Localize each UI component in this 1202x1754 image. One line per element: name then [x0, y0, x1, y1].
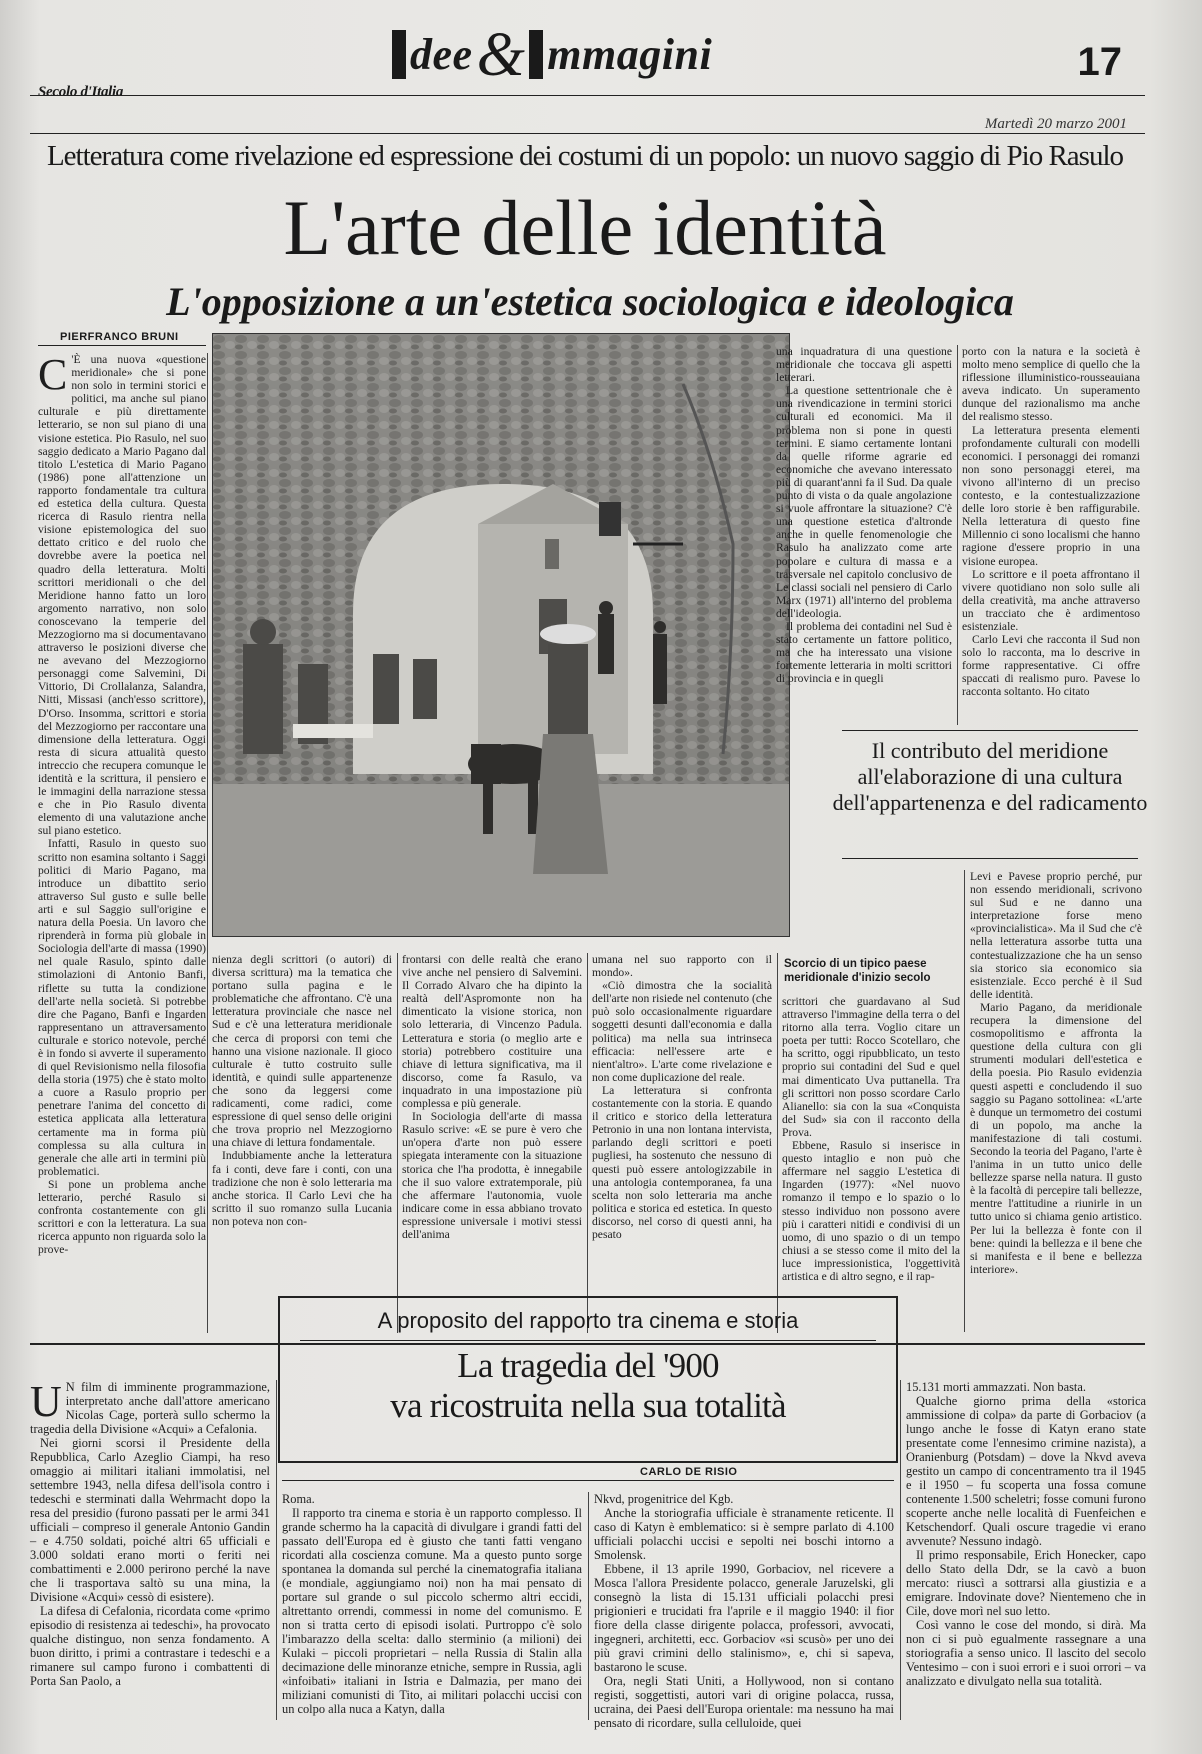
paragraph: Levi e Pavese proprio perché, pur non essendo meridionali, scrivono sul Sud e ne danno una interpretazione forse meno «provincialistica». Ma il Sud che c'è nella letteratura assorbe tutta una contestualizzazione che ha un senso sia storico sia economico sia esistenziale. Ecco perché è il Sud delle identità. [970, 870, 1142, 1001]
article-column-3b [592, 953, 772, 1333]
photo-caption: Scorcio di un tipico paese meridionale d'inizio secolo [784, 958, 931, 984]
section-title [392, 14, 713, 89]
article-column-4b [782, 995, 960, 1333]
page-number: 17 [1077, 40, 1122, 84]
article2-column-4 [906, 1380, 1146, 1720]
header-rule [30, 95, 1145, 96]
issue-date: Martedì 20 marzo 2001 [984, 116, 1127, 132]
column-divider [957, 345, 958, 725]
paragraph: C 'È una nuova «questione meridionale» che si pone non solo in termini storici e politici, ma anche sul piano culturale e più direttamente letterario, se non sul piano di una visione estetica. Pio Rasulo, nel suo saggio dedicato a Mario Pagano dal titolo L'estetica di Mario Pagano (1986) pone all'attenzione un rapporto fondamentale tra cultura ed estetica della cultura. Questa ricerca di Rasulo rientra nella visione epistemologica del suo dettato critico e del ruolo che dovrebbe avere la poetica nel quadro della letteratura. Molti scrittori meridionali o che del Meridione hanno fatto un loro argomento narrativo, non solo conoscevano la temperie del Mezzogiorno ma si documentavano attraverso le posizioni diverse che ne avevano del Mezzogiorno personaggi come Salvemini, Di Vittorio, Di Crollalanza, Salandra, Nitti, Missasi (anch'esso scrittore), D'Orso. Insomma, scrittori e storia del Mezzogiorno per raccontare una dimensione della letteratura. Oggi resta di sicura attualità questo intreccio che recupera comunque le identità e la scrittura, il pensiero e le immagini della narrazione stessa e che in Pio Rasulo diventa elemento di una valutazione anche sul piano estetico. [38, 350, 206, 838]
article-column-4 [776, 345, 952, 725]
paragraph: Si pone un problema anche letterario, perché Rasulo si confronta costantemente con gli scrittori e con la letteratura. La sua ricerca appunto non riguarda solo la prove- [38, 1177, 206, 1257]
paragraph: «Ciò dimostra che la socialità dell'arte non risiede nel contenuto (che può solo occasionalmente riguardare soggetti desunti dall'economia e dalla politica) ma nella sua intrinseca efficacia: nell'essere arte e nient'altro». L'arte come rivelazione e non come duplicazione del reale. [592, 979, 772, 1084]
paragraph: Ebbene, il 13 aprile 1990, Gorbaciov, nel ricevere a Mosca l'allora Presidente polacco, generale Jaruzelski, gli consegnò la lista di 15.131 ufficiali polacchi presi prigionieri e trucidati fra l'aprile e il maggio 1940: il fior fiore della classe dirigente polacca, professori, avvocati, ingegneri, architetti, ecc. Gorbaciov «si scusò» per uno dei più gravi crimini dello stalinismo», e, chi si sapeva, bastarono le scuse. [594, 1562, 894, 1674]
pullquote-rule-bottom [842, 858, 1138, 859]
date-rule [30, 133, 1145, 134]
article-column-5 [962, 345, 1140, 725]
article-column-3 [402, 953, 582, 1333]
headline-line: va ricostruita nella sua totalità [390, 1386, 786, 1425]
article2-column-2 [282, 1492, 582, 1720]
section-word-2: mmagini [547, 30, 713, 79]
paragraph: Nkvd, progenitrice del Kgb. [594, 1492, 734, 1506]
paragraph: porto con la natura e la società è molto meno semplice di quello che la riflessione illuministico-rousseauiana aveva indicato. Un superamento dunque del razionalismo ma anche del realismo stesso. [962, 345, 1140, 424]
paragraph: La difesa di Cefalonia, ricordata come «primo episodio di resistenza ai tedeschi», ha provocato qualche distinguo, non senza fondamento. A buon diritto, i primi a contrastare i tedeschi e a rimanere sul campo furono i combattenti di Porta San Paolo, a [30, 1604, 270, 1688]
paragraph: Ora, negli Stati Uniti, a Hollywood, non si contano registi, soggettisti, autori vari di origine polacca, russa, ucraina, dei Paesi dell'Europa orientale: ma nessuno ha mai pensato di ricordare, sulla celluloide, quei [594, 1674, 894, 1730]
column-divider [900, 1380, 901, 1720]
paragraph: La questione settentrionale che è una rivendicazione in termini storici culturali ed economici. Ma il problema non si pone in questi termini. E siamo certamente lontani da quelle riforme agrarie ed economiche che avevano interessato più di quarant'anni fa il Sud. Da quale punto di vista o da quale angolazione si vuole affrontare la situazione? C'è una questione estetica d'altronde anche in quelle fenomenologie che Rasulo ha analizzato come arte popolare e cultura di massa e a trasversale nel capitolo conclusivo de Le classi sociali nel pensiero di Carlo Marx (1971) all'interno del problema dell'ideologia. [776, 384, 952, 620]
article-column-2 [212, 953, 392, 1333]
paragraph: Indubbiamente anche la letteratura fa i conti, deve fare i conti, con una tradizione che non è solo letteraria ma anche storica. Il Carlo Levi che ha scritto il suo romanzo sulla Lucania non poteva non con- [212, 1149, 392, 1228]
paragraph: La letteratura si confronta costantemente con la storia. E quando il critico e storico della letteratura Petronio in una non lontana intervista, parlando degli scrittori e poeti pugliesi, ha sostenuto che nessuno di questi può essere antologizzabile in una antologia contemporanea, fa una scelta non solo letteraria ma anche politica e storica ed estetica. In questo discorso, nel corso di questi anni, ha pesato [592, 1083, 772, 1241]
article-byline: PIERFRANCO BRUNI [60, 331, 179, 343]
village-photo-illustration [213, 334, 789, 936]
section-bar-i [392, 30, 408, 79]
column-divider [777, 953, 778, 1333]
paragraph: Lo scrittore e il poeta affrontano il vivere quotidiano non solo sulle ali della creatività, ma anche attraverso un tracciato che è ardimentoso esistenziale. [962, 567, 1140, 633]
paragraph: Anche la storiografia ufficiale è stranamente reticente. Il caso di Katyn è emblematico: si è sempre parlato di 4.100 ufficiali polacchi uccisi e sepolti nei boschi intorno a Smolensk. [594, 1506, 894, 1562]
section-bar-i2 [529, 30, 545, 79]
article-column-5b [970, 870, 1142, 1332]
paragraph: nienza degli scrittori (o autori) di diversa scrittura) ma la tematica che portano sulla pagina e le problematiche che affrontano. C'è una letteratura provinciale che nasce nel Sud e c'è una letteratura meridionale che cerca di proporsi con temi che hanno una visione nazionale. Il gioco culturale è tutto costruito sulle identità, e quindi sulle appartenenze che sono da leggersi come radicamenti, come radici, come espressione di quel senso delle origini che trova proprio nel Mezzogiorno una chiave di lettura fondamentale. [212, 953, 392, 1150]
newspaper-name: Secolo d'Italia [38, 84, 124, 100]
headline-line: La tragedia del '900 [457, 1346, 719, 1385]
article-column-1 [38, 350, 206, 1333]
column-divider [276, 1380, 277, 1720]
article-headline: L'arte delle identità [283, 184, 887, 271]
article-kicker: Letteratura come rivelazione ed espressione dei costumi di un popolo: un nuovo saggio di Pio Rasulo [46, 140, 1124, 172]
paragraph: scrittori che guardavano al Sud attraverso l'immagine della terra o del ritorno alla terra. Voglio citare un poeta per tutti: Rocco Scotellaro, che ha scritto, oggi ripubblicato, un testo proprio sui contadini del Sud e quel mai dimenticato Uva puttanella. Tra gli scrittori non posso scordare Carlo Alianello: sia con la sua «Conquista del Sud» sia con il racconto della Prova. [782, 995, 960, 1139]
article2-byline: CARLO DE RISIO [640, 1466, 738, 1478]
article2-column-1 [30, 1377, 270, 1720]
drop-cap: U [30, 1377, 62, 1426]
column-divider [207, 353, 208, 1333]
paragraph: In Sociologia dell'arte di massa Rasulo scrive: «E se pure è vero che un'opera d'arte non può essere spiegata interamente con la situazione storica che l'ha prodotta, è innegabile che il suo valore extratemporale, più che affermare l'autonomia, vuole indicare come in essa abbiano trovato espressione universale i motivi stessi dell'anima [402, 1110, 582, 1241]
article-subheadline: L'opposizione a un'estetica sociologica e ideologica [166, 279, 1014, 324]
paragraph: Così vanno le cose del mondo, si dirà. Ma non ci si può egualmente rassegnare a una storiografia a senso unico. Il lascito del secolo Ventesimo – con i suoi errori e i suoi orrori – va analizzato e divulgato nella sua totalità. [906, 1618, 1146, 1688]
paragraph: Il rapporto tra cinema e storia è un rapporto complesso. Il grande schermo ha la capacità di divulgare i grandi fatti del passato dell'Europa ed è giusto che tanti fatti vengano ricordati alla coscienza comune. Ma a questo punto sorge spontanea la domanda sul perché la cinematografia italiana (e mondiale, aggiungiamo noi) non ha mai pensato di portare sul grande o sul piccolo schermo altri eccidi, altrettanto orrendi, commessi in nome del comunismo. E non si tratta certo di episodi isolati. Purtroppo c'è solo l'imbarazzo della scelta: dallo sterminio (a milioni) dei Kulaki – piccoli proprietari – nella Russia di Stalin alla decimazione delle minoranze etniche, sempre in Russia, agli «infoibati» italiani in Istria e Dalmazia, per mano dei miliziani comunisti di Tito, ai militari polacchi uccisi con un colpo alla nuca a Katyn, dalla [282, 1506, 582, 1716]
byline2-rule [282, 1480, 894, 1481]
article2-kicker: A proposito del rapporto tra cinema e storia [377, 1308, 799, 1333]
column-divider [588, 1492, 589, 1720]
column-divider [397, 953, 398, 1333]
box-inner-rule [300, 1340, 876, 1341]
paragraph: Carlo Levi che racconta il Sud non solo lo racconta, ma lo descrive in forme rappresentative. Ci offre spaccati di realismo puro. Pavese lo racconta soltanto. Ho citato [962, 633, 1140, 699]
pullquote-rule-top [842, 730, 1138, 731]
paragraph: Nei giorni scorsi il Presidente della Repubblica, Carlo Azeglio Ciampi, ha reso omaggio ai militari italiani immolatisi, nel settembre 1943, nella difesa dell'isola contro i tedeschi e sterminati dalla Wehrmacht dopo la resa del presidio (furono passati per le armi 341 ufficiali – compreso il generale Antonio Gandin – e 4.750 soldati, poiché altri 65 ufficiali e 3.000 soldati erano morti o feriti nei combattimenti e 2.000 perirono perché la nave che li trasportava saltò su una mina, la Divisione «Acqui» cessò di esistere). [30, 1436, 270, 1604]
drop-cap: C [38, 350, 68, 399]
paragraph: La letteratura presenta elementi profondamente culturali con modelli economici. I personaggi dei romanzi non sono personaggi eterei, ma vivono all'interno di un preciso contesto, e la contestualizzazione delle loro storie è ben raffigurabile. Nella letteratura di questo fine Millennio ci sono localismi che hanno ragione d'essere proprio in una visione europea. [962, 423, 1140, 568]
section-word-1: dee [410, 30, 473, 79]
paragraph: Mario Pagano, da meridionale recupera la dimensione del cosmopolitismo e affronta la questione della cultura con gli strumenti modulari dell'estetica e della poesia. Pio Rasulo evidenzia questi aspetti e concludendo il suo saggio su Pagano sottolinea: «L'arte è dunque un termometro dei costumi di un popolo, ma anche la manifestazione di tali costumi. Secondo la teoria del Pagano, l'arte è l'anima in un tutto unico delle bellezze sparse nella natura. Il gusto è la facoltà di percepire tali bellezze, mentre l'attitudine a riunirle in un tutto unico si chiama genio artistico. Per lui la bellezza è fonte con il bene: quindi la bellezza e il bene che si manifesta e il bene e bellezza interiore». [970, 1000, 1142, 1276]
paragraph: Infatti, Rasulo in questo suo scritto non esamina soltanto i Saggi politici di Mario Pagano, ma introduce un dibattito serio attraverso Sul gusto e sulle belle arti e sul Saggio sull'origine e natura della Poesia. Un lavoro che riprenderà in forma più globale in Sociologia dell'arte di massa (1990) nel quale Rasulo, spinto dalle stimolazioni di Antonio Banfi, riflette su tutta la condizione dell'arte nella società. Si potrebbe dire che Pagano, Banfi e Ingarden rappresentano un attraversamento culturale e storico notevole, perché è in fondo si avverte il superamento di quel Revisionismo nella filosofia della storia (1975) che è stato molto a cuore a Rasulo proprio per penetrare l'anima del concetto di estetica applicata alla letteratura certamente ma in forma più complessa su alla cultura in generale che alle arti in termini più problematici. [38, 837, 206, 1178]
article-photo [212, 333, 790, 937]
column-divider [964, 870, 965, 1332]
paragraph: U N film di imminente programmazione, interpretato anche dall'attore americano Nicolas Cage, porterà sullo schermo la tragedia della Divisione «Acqui» a Cefalonia. [30, 1377, 270, 1436]
paragraph: Roma. [282, 1492, 315, 1506]
column-divider [587, 953, 588, 1333]
paragraph: Qualche giorno prima della «storica ammissione di colpa» da parte di Gorbaciov (a lungo anche le fosse di Katyn erano state presentate come l'ennesimo crimine nazista), a Oranienburg (Potsdam) – dove la Nkvd aveva gestito un campo di concentramento tra il 1945 e il 1950 – fu scoperta una fossa comune contenente 1.500 scheletri; fosse comuni furono scoperte anche nelle località di Fuenfeichen e Ketschendorf. Quali oscure tragedie vi erano avvenute? Nessuno indagò. [906, 1394, 1146, 1548]
article2-headline [280, 1346, 896, 1426]
paragraph: una inquadratura di una questione meridionale che toccava gli aspetti letterari. [776, 345, 952, 385]
pull-quote: Il contributo del meridione all'elaborazione di una cultura dell'appartenenza e del radicamento [832, 738, 1148, 815]
article2-column-3 [594, 1492, 894, 1730]
paragraph: umana nel suo rapporto con il mondo». [592, 953, 772, 980]
paragraph: Il primo responsabile, Erich Honecker, capo dello Stato della Ddr, se la cavò a buon mercato: riuscì a sottrarsi alla giustizia e a emigrare. Indovinate dove? Nientemeno che in Cile, dove morì nel suo letto. [906, 1548, 1146, 1618]
paragraph: Ebbene, Rasulo si inserisce in questo intaglio e non può che affermare nel saggio L'estetica di Ingarden (1977): «Nel nuovo romanzo il tempo e lo spazio o lo stesso individuo non possono avere più i caratteri nitidi e condivisi di un uomo, di uno spazio o di un tempo chiusi a se stesso come il mito del la luce impressionistica, l'oggettività artistica e di altro segno, e il rap- [782, 1139, 960, 1283]
section-ampersand: & [476, 21, 526, 89]
byline-rule [38, 345, 206, 346]
paragraph: frontarsi con delle realtà che erano vive anche nel pensiero di Salvemini. Il Corrado Alvaro che ha dipinto la realtà dell'Aspromonte non ha dimenticato la visione storica, non solo letteraria, di Vincenzo Padula. Letteratura e storia (o meglio arte e storia) potrebbero costituire una chiave di lettura significativa, ma il discorso, come fa Rasulo, va inquadrato in una impostazione più complessa e più generale. [402, 953, 582, 1111]
paragraph: 15.131 morti ammazzati. Non basta. [906, 1380, 1086, 1394]
paragraph: Il problema dei contadini nel Sud è stato certamente un fattore politico, ma che ha interessato una visione fortemente letteraria in molti scrittori di provincia e in quegli [776, 619, 952, 686]
